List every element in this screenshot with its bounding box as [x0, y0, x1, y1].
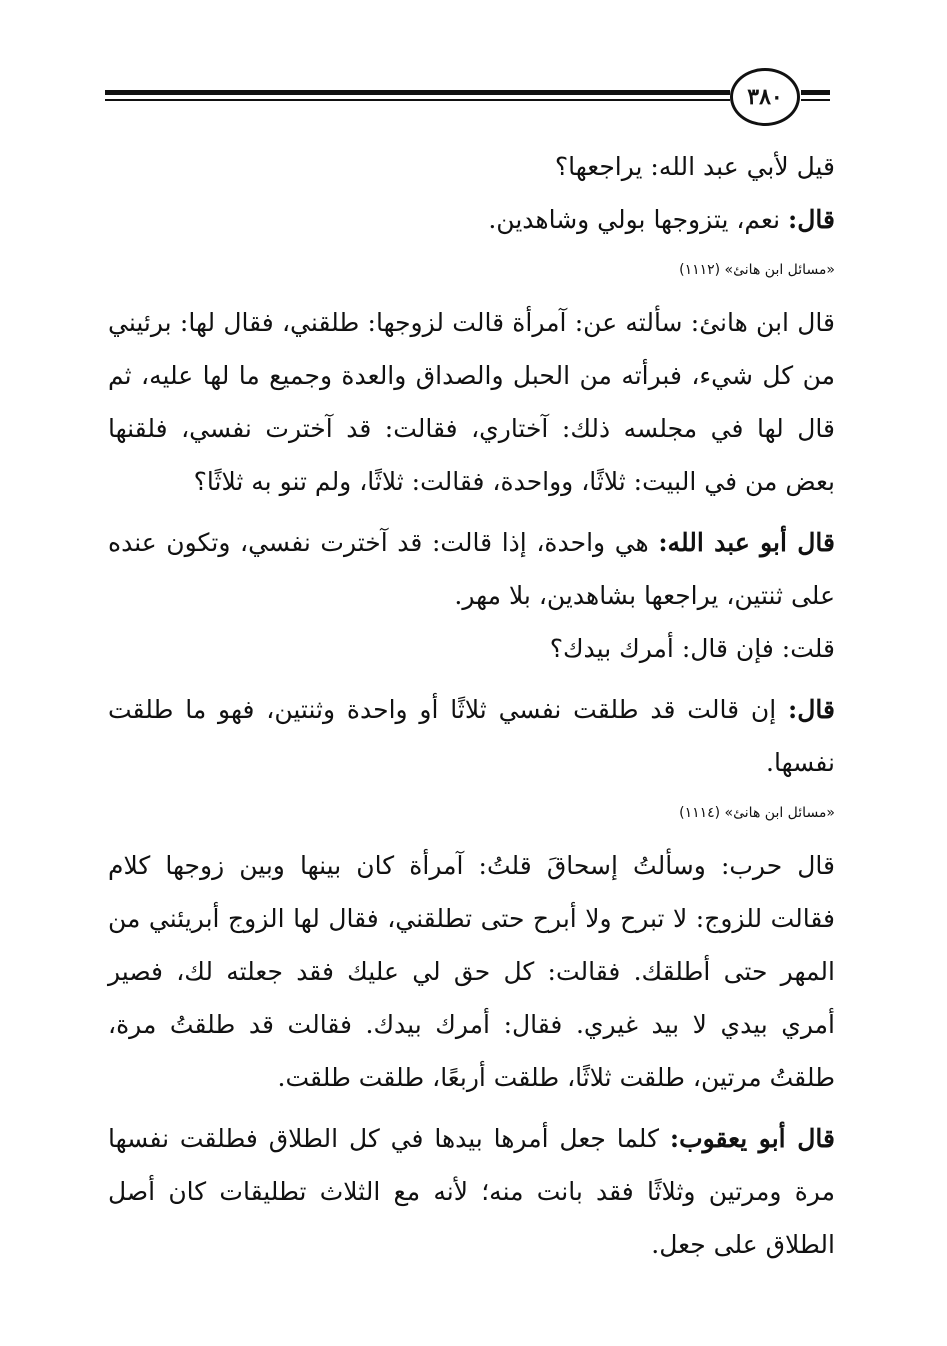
- answer-text: إن قالت قد طلقت نفسي ثلاثًا أو واحدة وثنتين، فهو ما طلقت نفسها.: [108, 695, 835, 777]
- page-header: [105, 68, 830, 126]
- intro-answer-text: نعم، يتزوجها بولي وشاهدين.: [488, 205, 789, 234]
- abu-yaqub-text: كلما جعل أمرها بيدها في كل الطلاق فطلقت نفسها مرة ومرتين وثلاثًا فقد بانت منه؛ لأنه مع الثلاث تطليقات كان أصل الطلاق على جعل.: [108, 1124, 835, 1259]
- paragraph-answer: [108, 683, 835, 789]
- page-number: ٣٨٠: [730, 68, 800, 126]
- paragraph-ibn-hani: قال ابن هانئ: سألته عن: آمرأة قالت لزوجها: طلقني، فقال لها: برئيني من كل شيء، فبرأته من الحبل والصداق والعدة وجميع ما لها عليه، ثم قال لها في مجلسه ذلك: آختاري، فقالت: قد آخترت نفسي، فلقنها بعض من في البيت: ثلاثًا، وواحدة، فقالت: ثلاثًا، ولم تنو به ثلاثًا؟: [108, 308, 835, 496]
- answer-label: قال:: [788, 695, 835, 724]
- reference-1114: «مسائل ابن هانئ» (١١١٤): [679, 805, 835, 821]
- abu-yaqub-label: قال أبو يعقوب:: [669, 1124, 835, 1153]
- intro-question: قيل لأبي عبد الله: يراجعها؟: [554, 152, 835, 181]
- intro-answer: [108, 193, 835, 246]
- paragraph-abu-abdullah: [108, 516, 835, 622]
- abu-abdullah-text: هي واحدة، إذا قالت: قد آخترت نفسي، وتكون عنده على ثنتين، يراجعها بشاهدين، بلا مهر.: [108, 528, 835, 610]
- page-body: [108, 140, 835, 1271]
- header-rule-thick: [105, 90, 730, 95]
- paragraph-abu-yaqub: [108, 1112, 835, 1271]
- header-rule-right-thin: [801, 99, 830, 101]
- paragraph-question: قلت: فإن قال: أمرك بيدك؟: [549, 634, 835, 663]
- abu-abdullah-label: قال أبو عبد الله:: [658, 528, 836, 557]
- reference-1112: «مسائل ابن هانئ» (١١١٢): [679, 262, 835, 278]
- header-rule-thin: [105, 99, 730, 101]
- header-rule-right-thick: [801, 90, 830, 95]
- paragraph-harb: قال حرب: وسألتُ إسحاقَ قلتُ: آمرأة كان بينها وبين زوجها كلام فقالت للزوج: لا تبرح ولا أبرح حتى تطلقني، فقال لها الزوج أبريئني من المهر حتى أطلقك. فقالت: كل حق لي عليك فقد جعلته لك، فصير أمري بيدي لا بيد غيري. فقال: أمرك بيدك. فقالت قد طلقتُ مرة، طلقتُ مرتين، طلقت ثلاثًا، طلقت أربعًا، طلقت طلقت.: [108, 851, 835, 1092]
- intro-answer-label: قال:: [788, 205, 835, 234]
